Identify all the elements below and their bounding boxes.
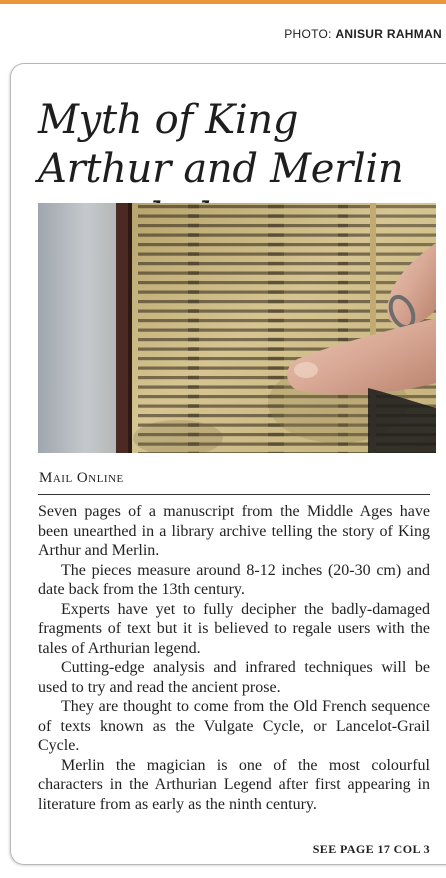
photo-credit (284, 27, 442, 41)
paragraph: The pieces measure around 8-12 inches (20-30 cm) and date back from the 13th century. (38, 561, 430, 598)
photo-credit-name: ANISUR RAHMAN (335, 27, 442, 41)
paragraph: Merlin the magician is one of the most colourful characters in the Arthurian Legend after first appearing in literature from as early as the ninth century. (38, 756, 430, 813)
manuscript-photo (38, 203, 436, 453)
article-body (38, 502, 430, 814)
continuation-link[interactable]: SEE PAGE 17 COL 3 (312, 842, 430, 856)
manuscript-image (38, 203, 436, 453)
photo-credit-label: PHOTO: (284, 27, 332, 41)
top-accent-rule (0, 0, 446, 4)
source-label: Mail Online (39, 470, 124, 486)
source-divider (38, 494, 430, 495)
paragraph: They are thought to come from the Old French sequence of texts known as the Vulgate Cycle, or Lancelot-Grail Cycle. (38, 698, 430, 754)
headline: Myth of King Arthur and Merlin (38, 97, 404, 192)
paragraph: Seven pages of a manuscript from the Middle Ages have been unearthed in a library archive telling the story of King Arthur and Merlin. (38, 503, 430, 559)
paragraph: Experts have yet to fully decipher the badly-damaged fragments of text but it is believed to regale users with the tales of Arthurian legend. (38, 600, 430, 657)
paragraph: Cutting-edge analysis and infrared techniques will be used to try and read the ancient prose. (38, 659, 430, 696)
